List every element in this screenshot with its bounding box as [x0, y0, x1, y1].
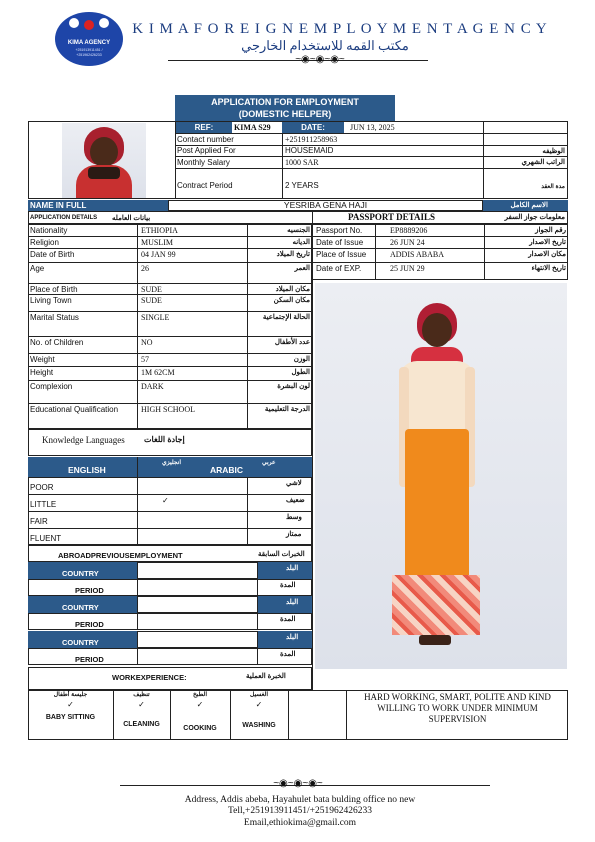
name-label-ar: الاسم الكامل — [483, 200, 568, 211]
personal-value: 1M 62CM — [141, 368, 175, 377]
country-label-ar: البلد — [286, 565, 299, 572]
footer-address: Address, Addis abeba, Hayahulet bata bulding office no new — [184, 795, 416, 805]
language-level-label: POOR — [30, 483, 54, 492]
passport-label-ar: مكان الاصدار — [528, 251, 566, 258]
personal-label: No. of Children — [30, 338, 84, 347]
family-icon — [69, 18, 109, 36]
personal-value: DARK — [141, 382, 164, 391]
country-value-cell — [137, 596, 258, 613]
full-name: YESRIBA GENA HAJI — [283, 200, 368, 210]
passport-label-ar: تاريخ الانتهاء — [531, 265, 566, 272]
contact-value: +251911258963 — [285, 135, 338, 144]
row-divider — [28, 403, 312, 404]
personal-value: MUSLIM — [141, 238, 174, 247]
form-title-text: APPLICATION FOR EMPLOYMENT — [211, 97, 359, 107]
personal-label: Age — [30, 264, 45, 273]
period-row — [28, 613, 312, 630]
post-label-ar: الوظيفه — [542, 148, 565, 155]
row-divider — [28, 366, 312, 367]
skill-label: CLEANING — [123, 721, 160, 728]
contract-value: 2 YEARS — [285, 181, 319, 190]
personal-label-ar: عدد الأطفال — [274, 339, 310, 346]
personal-label-ar: مكان الميلاد — [275, 286, 310, 293]
personal-label: Religion — [30, 238, 59, 247]
row-divider — [28, 236, 312, 237]
passport-label: Place of Issue — [316, 250, 367, 259]
form-title — [175, 95, 395, 121]
personal-label: Nationality — [30, 226, 68, 235]
personal-label-ar: الوزن — [293, 356, 310, 363]
skill-check-icon: ✓ — [138, 700, 145, 709]
personal-label-ar: الحالة الإجتماعية — [262, 314, 310, 321]
skill-label: BABY SITTING — [45, 714, 96, 721]
row-divider — [28, 336, 312, 337]
row-divider — [28, 494, 312, 495]
personal-label: Complexion — [30, 382, 73, 391]
personal-label: Marital Status — [30, 313, 79, 322]
language-level-label-ar: لاشي — [286, 480, 302, 487]
language-level-label-ar: ضعيف — [286, 497, 305, 504]
personal-value: SINGLE — [141, 313, 170, 322]
period-divider — [257, 648, 258, 665]
ornament-icon: ~◉~◉~◉~ — [295, 54, 345, 65]
row-divider — [312, 236, 568, 237]
english-level-check: ✓ — [162, 496, 169, 505]
passport-value: 25 JUN 29 — [390, 264, 425, 273]
applicant-headshot — [62, 123, 146, 198]
post-label: Post Applied For — [177, 146, 236, 155]
passport-label-ar: تاريخ الاصدار — [529, 239, 566, 246]
personal-label-ar: الجنسيه — [287, 227, 310, 234]
row-divider — [28, 511, 312, 512]
application-details-label-ar: بيانات العامله — [112, 215, 151, 222]
personal-label-ar: مكان السكن — [273, 297, 310, 304]
row-divider — [28, 248, 312, 249]
personal-value: NO — [141, 338, 153, 347]
ref-value: KIMA S29 — [234, 123, 271, 132]
passport-label: Passport No. — [316, 226, 363, 235]
passport-label-ar: رقم الجواز — [535, 227, 566, 234]
skill-divider — [288, 690, 289, 740]
period-divider — [257, 613, 258, 630]
period-label-ar: المدة — [280, 651, 296, 658]
row-divider — [312, 262, 568, 263]
row-divider — [28, 283, 312, 284]
period-label-ar: المدة — [280, 582, 296, 589]
skill-label-ar: الغسيل — [249, 692, 269, 698]
skill-check-icon: ✓ — [255, 700, 263, 709]
english-label-ar: انجليزي — [162, 460, 182, 466]
arabic-label: ARABIC — [210, 465, 244, 475]
personal-label: Living Town — [30, 296, 72, 305]
name-label: NAME IN FULL — [28, 200, 168, 211]
period-divider — [137, 579, 138, 596]
skill-label: WASHING — [242, 722, 276, 729]
skill-check-icon: ✓ — [196, 700, 204, 709]
country-label-ar: البلد — [286, 599, 299, 606]
country-label: COUNTRY — [62, 638, 99, 647]
application-details-label: APPLICATION DETAILS — [30, 215, 98, 221]
applicant-full-photo — [315, 283, 567, 669]
passport-value: ADDIS ABABA — [390, 250, 445, 259]
period-row — [28, 648, 312, 665]
arabic-label-ar: عربي — [262, 460, 276, 466]
passport-details-label: PASSPORT DETAILS — [348, 212, 435, 222]
country-value-cell — [137, 562, 258, 579]
agency-name: K I M A F O R E I G N E M P L O Y M E N T A G E N C Y — [132, 21, 548, 37]
logo-text: KIMA AGENCY — [67, 40, 111, 46]
language-level-label: FAIR — [30, 517, 48, 526]
date-label: DATE: — [282, 122, 344, 133]
personal-value: SUDE — [141, 285, 162, 294]
personal-value: HIGH SCHOOL — [141, 405, 195, 414]
language-level-label: LITTLE — [30, 500, 57, 509]
personal-value: ETHIOPIA — [141, 226, 178, 235]
passport-label: Date of Issue — [316, 238, 364, 247]
country-row-ar-cell — [257, 562, 312, 579]
country-value-cell — [137, 631, 258, 648]
language-level-label-ar: وسط — [286, 514, 302, 521]
row-divider — [28, 262, 312, 263]
period-divider — [137, 648, 138, 665]
skill-label: COOKING — [183, 725, 217, 732]
personal-label: Place of Birth — [30, 285, 78, 294]
row-divider — [28, 380, 312, 381]
personal-label: Date of Birth — [30, 250, 75, 259]
footer-ornament-icon: ~◉~◉~◉~ — [273, 778, 323, 789]
salary-label: Monthly Salary — [177, 158, 230, 167]
work-title-ar: الخبرة العملية — [246, 673, 286, 680]
personal-label-ar: الدرجة التعليمية — [264, 406, 310, 413]
period-label: PERIOD — [75, 586, 104, 595]
personal-label: Educational Qualification — [30, 405, 119, 414]
passport-value: EP8889206 — [390, 226, 428, 235]
country-row-ar-cell — [257, 596, 312, 613]
agency-name-arabic: مكتب القمه للاستخدام الخارجي — [241, 38, 409, 53]
abroad-title: ABROADPREVIOUSEMPLOYMENT — [58, 551, 183, 560]
personal-value: 04 JAN 99 — [141, 250, 176, 259]
logo-phones: +251913911451 / +251962426233 — [75, 48, 103, 57]
country-label: COUNTRY — [62, 569, 99, 578]
period-divider — [257, 579, 258, 596]
salary-value: 1000 SAR — [285, 158, 319, 167]
footer-email: Email,ethiokima@gmail.com — [243, 818, 357, 828]
contract-label-ar: مدة العقد — [541, 184, 565, 190]
salary-label-ar: الراتب الشهري — [521, 159, 565, 166]
abroad-title-ar: الخبرات السابقة — [258, 551, 305, 558]
country-row-ar-cell — [257, 631, 312, 648]
work-title: WORKEXPERIENCE: — [112, 673, 187, 682]
row-divider — [312, 248, 568, 249]
contact-label: Contact number — [177, 135, 234, 144]
row-divider — [28, 528, 312, 529]
personal-label-ar: تاريخ الميلاد — [276, 251, 310, 258]
period-label: PERIOD — [75, 655, 104, 664]
agency-logo — [55, 12, 123, 66]
contract-label: Contract Period — [177, 181, 233, 190]
row-divider — [28, 311, 312, 312]
country-label: COUNTRY — [62, 603, 99, 612]
language-level-label: FLUENT — [30, 534, 62, 543]
skill-check-icon: ✓ — [67, 700, 74, 709]
passport-details-label-ar: معلومات جواز السفر — [504, 214, 565, 221]
personal-label-ar: الطول — [291, 369, 310, 376]
personal-label-ar: لون البشرة — [277, 383, 310, 390]
languages-title-ar: إجادة اللغات — [144, 435, 185, 444]
language-level-label-ar: ممتاز — [286, 531, 302, 538]
row-divider — [28, 353, 312, 354]
date-value: JUN 13, 2025 — [350, 123, 395, 132]
ref-label: REF: — [176, 122, 232, 133]
personal-label: Height — [30, 368, 54, 377]
post-value: HOUSEMAID — [285, 146, 334, 155]
period-row — [28, 579, 312, 596]
remarks: HARD WORKING, SMART, POLITE AND KIND WILLING TO WORK UNDER MINIMUM SUPERVISION — [364, 692, 551, 724]
personal-label-ar: الديانه — [292, 239, 310, 246]
row-divider — [28, 294, 312, 295]
passport-value: 26 JUN 24 — [390, 238, 425, 247]
personal-value: 57 — [141, 355, 149, 364]
period-label-ar: المدة — [280, 616, 296, 623]
country-label-ar: البلد — [286, 634, 299, 641]
languages-title: Knowledge Languages — [42, 435, 125, 445]
skill-label-ar: جليسة أطفال — [53, 692, 88, 698]
skill-label-ar: تنظيف — [133, 692, 150, 698]
personal-label: Weight — [30, 355, 55, 364]
skill-label-ar: الطبخ — [192, 692, 208, 698]
personal-label-ar: العمر — [294, 265, 310, 272]
passport-label: Date of EXP. — [316, 264, 362, 273]
personal-value: 26 — [141, 264, 149, 273]
footer-phones: Tell,+251913911451/+251962426233 — [227, 806, 372, 816]
english-label: ENGLISH — [68, 465, 106, 475]
period-divider — [137, 613, 138, 630]
period-label: PERIOD — [75, 620, 104, 629]
form-subtitle-text: (DOMESTIC HELPER) — [238, 109, 332, 119]
personal-value: SUDE — [141, 296, 162, 305]
